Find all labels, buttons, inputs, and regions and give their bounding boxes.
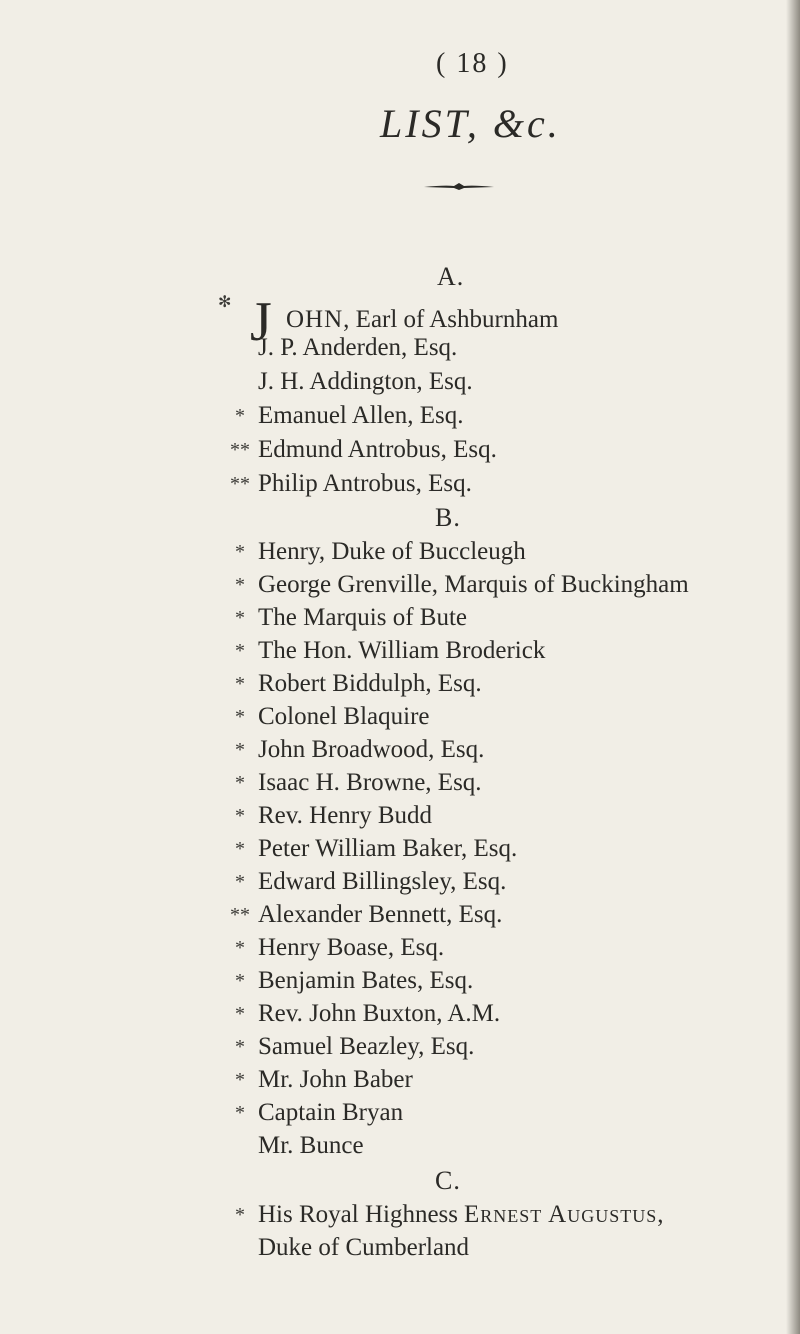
list-item: ** Philip Antrobus, Esq. xyxy=(230,470,472,497)
list-item: * Emanuel Allen, Esq. xyxy=(235,402,464,429)
list-item: * Colonel Blaquire xyxy=(235,703,430,730)
list-item: J. P. Anderden, Esq. xyxy=(258,334,458,361)
list-item: ** Edmund Antrobus, Esq. xyxy=(230,436,497,463)
list-item: * Rev. John Buxton, A.M. xyxy=(235,1000,501,1027)
list-item: * The Hon. William Broderick xyxy=(235,637,546,664)
section-letter-c: C. xyxy=(435,1166,461,1195)
list-item: Mr. Bunce xyxy=(258,1132,364,1159)
list-item: * Samuel Beazley, Esq. xyxy=(235,1033,475,1060)
list-item: * Captain Bryan xyxy=(235,1099,404,1126)
list-item: * George Grenville, Marquis of Buckingham xyxy=(235,571,689,598)
list-item: * The Marquis of Bute xyxy=(235,604,467,631)
list-item: * Edward Billingsley, Esq. xyxy=(235,868,507,895)
section-letter-a: A. xyxy=(437,262,465,291)
page-title: LIST, &c. xyxy=(380,101,561,146)
list-item-continuation: Duke of Cumberland xyxy=(258,1234,470,1261)
list-item: * Isaac H. Browne, Esq. xyxy=(235,769,482,796)
page-number: ( 18 ) xyxy=(436,48,509,79)
page-edge-shadow xyxy=(786,0,800,1334)
list-item: * Rev. Henry Budd xyxy=(235,802,433,829)
list-item: OHN, Earl of Ashburnham xyxy=(286,306,559,333)
section-letter-b: B. xyxy=(435,503,461,532)
asterisk-mark: ✻ xyxy=(218,294,232,311)
list-item: * John Broadwood, Esq. xyxy=(235,736,485,763)
drop-cap: J xyxy=(250,291,272,353)
list-item: J. H. Addington, Esq. xyxy=(258,368,473,395)
list-item: * Henry Boase, Esq. xyxy=(235,934,445,961)
list-item: ** Alexander Bennett, Esq. xyxy=(230,901,503,928)
list-item: * Benjamin Bates, Esq. xyxy=(235,967,474,994)
list-item: * Henry, Duke of Buccleugh xyxy=(235,538,526,565)
list-item: * Mr. John Baber xyxy=(235,1066,413,1093)
list-item: * His Royal HighnessErnest Augustus, xyxy=(235,1201,665,1228)
list-item: * Robert Biddulph, Esq. xyxy=(235,670,482,697)
list-item: * Peter William Baker, Esq. xyxy=(235,835,518,862)
ornament-rule xyxy=(424,180,494,192)
